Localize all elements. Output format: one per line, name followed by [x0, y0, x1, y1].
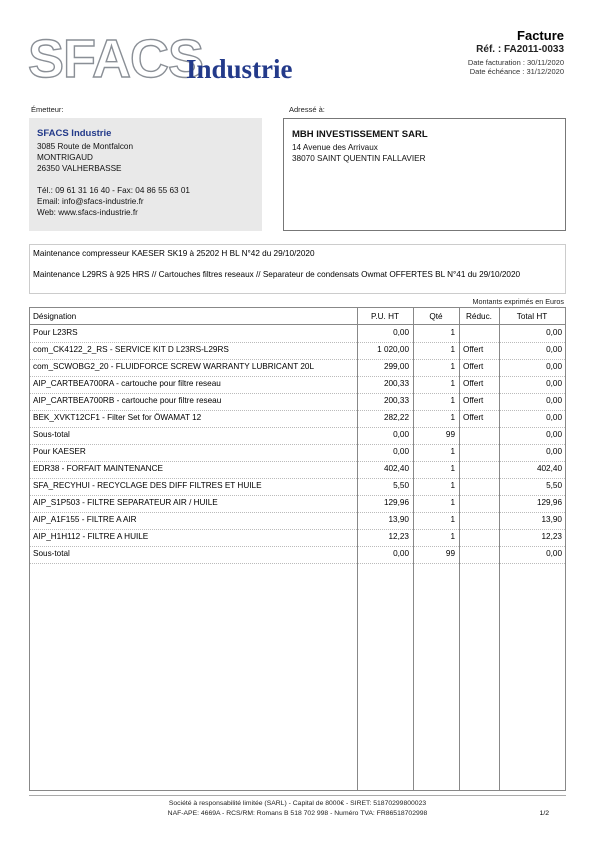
cell-designation: EDR38 - FORFAIT MAINTENANCE	[33, 464, 163, 473]
cell-designation: AIP_CARTBEA700RB - cartouche pour filtre reseau	[33, 396, 222, 405]
cell-total: 5,50	[546, 481, 562, 490]
logo-suffix: Industrie	[186, 54, 293, 84]
table-row	[30, 410, 565, 428]
page-number: 1/2	[539, 810, 549, 817]
cell-total: 13,90	[541, 515, 562, 524]
cell-designation: AIP_CARTBEA700RA - cartouche pour filtre reseau	[33, 379, 221, 388]
cell-designation: Pour L23RS	[33, 328, 78, 337]
cell-total: 129,96	[536, 498, 562, 507]
cell-quantity: 1	[450, 481, 455, 490]
cell-unit-price: 0,00	[393, 430, 409, 439]
issuer-zip-city: 26350 VALHERBASSE	[37, 164, 122, 173]
cell-total: 0,00	[546, 447, 562, 456]
table-row	[30, 342, 565, 360]
cell-unit-price: 200,33	[383, 379, 409, 388]
header-quantity: Qté	[429, 312, 443, 321]
cell-discount: Offert	[463, 379, 484, 388]
cell-quantity: 1	[450, 362, 455, 371]
issuer-name: SFACS Industrie	[37, 128, 112, 139]
header-designation: Désignation	[33, 312, 77, 321]
cell-quantity: 1	[450, 379, 455, 388]
cell-designation: BEK_XVKT12CF1 - Filter Set for ÖWAMAT 12	[33, 413, 202, 422]
cell-discount: Offert	[463, 413, 484, 422]
table-row	[30, 359, 565, 377]
cell-total: 402,40	[536, 464, 562, 473]
cell-discount: Offert	[463, 362, 484, 371]
cell-quantity: 1	[450, 396, 455, 405]
note-line-2: Maintenance L29RS à 925 HRS // Cartouches filtres reseaux // Separateur de condensats Owmat OFFERTES BL N°41 du 29/10/2020	[33, 270, 521, 279]
cell-unit-price: 129,96	[383, 498, 409, 507]
cell-quantity: 1	[450, 447, 455, 456]
cell-quantity: 1	[450, 498, 455, 507]
table-row	[30, 461, 565, 479]
recipient-label: Adressé à:	[289, 105, 325, 114]
issuer-city: MONTRIGAUD	[37, 153, 93, 162]
currency-note: Montants exprimés en Euros	[472, 297, 564, 306]
cell-unit-price: 200,33	[383, 396, 409, 405]
table-row	[30, 376, 565, 394]
cell-quantity: 1	[450, 464, 455, 473]
table-row	[30, 427, 565, 445]
cell-total: 0,00	[546, 549, 562, 558]
invoice-notes	[29, 244, 566, 294]
cell-designation: Sous-total	[33, 430, 70, 439]
cell-quantity: 1	[450, 413, 455, 422]
cell-total: 0,00	[546, 362, 562, 371]
cell-quantity: 99	[445, 430, 455, 439]
cell-unit-price: 282,22	[383, 413, 409, 422]
footer-legal-line-1: Société à responsabilité limitée (SARL) - Capital de 8000€ - SIRET: 51870299800023	[168, 800, 427, 807]
header-total: Total HT	[516, 312, 548, 321]
cell-total: 0,00	[546, 396, 562, 405]
invoice-date: Date facturation : 30/11/2020	[467, 58, 564, 67]
cell-unit-price: 13,90	[388, 515, 409, 524]
issuer-address: 3085 Route de Montfalcon	[37, 142, 134, 151]
cell-unit-price: 0,00	[393, 328, 409, 337]
cell-designation: com_CK4122_2_RS - SERVICE KIT D L23RS-L29RS	[33, 345, 229, 354]
recipient-name: MBH INVESTISSEMENT SARL	[292, 129, 428, 140]
company-logo	[28, 29, 318, 92]
cell-designation: Pour KAESER	[33, 447, 86, 456]
issuer-phone-fax: Tél.: 09 61 31 16 40 - Fax: 04 86 55 63 01	[37, 186, 190, 195]
table-row	[30, 478, 565, 496]
table-row	[30, 444, 565, 462]
cell-unit-price: 402,40	[383, 464, 409, 473]
cell-designation: SFA_RECYHUI - RECYCLAGE DES DIFF FILTRES ET HUILE	[33, 481, 262, 490]
cell-quantity: 1	[450, 515, 455, 524]
cell-discount: Offert	[463, 345, 484, 354]
cell-unit-price: 12,23	[388, 532, 409, 541]
cell-total: 12,23	[541, 532, 562, 541]
cell-unit-price: 0,00	[393, 549, 409, 558]
cell-quantity: 1	[450, 345, 455, 354]
issuer-website: Web: www.sfacs-industrie.fr	[37, 208, 138, 217]
header-unit-price: P.U. HT	[370, 312, 400, 321]
cell-total: 0,00	[546, 328, 562, 337]
footer-divider	[29, 795, 566, 796]
invoice-reference: Réf. : FA2011-0033	[476, 44, 564, 55]
cell-discount: Offert	[463, 396, 484, 405]
cell-designation: AIP_S1P503 - FILTRE SEPARATEUR AIR / HUILE	[33, 498, 218, 507]
cell-total: 0,00	[546, 413, 562, 422]
recipient-address: 14 Avenue des Arrivaux	[292, 143, 378, 152]
due-date: Date échéance : 31/12/2020	[469, 67, 564, 76]
cell-unit-price: 5,50	[393, 481, 409, 490]
table-row	[30, 393, 565, 411]
cell-quantity: 99	[445, 549, 455, 558]
cell-quantity: 1	[450, 328, 455, 337]
logo-brand: SFACS	[28, 29, 204, 89]
invoice-lines-table	[29, 307, 566, 791]
issuer-label: Émetteur:	[31, 105, 64, 114]
recipient-zip-city: 38070 SAINT QUENTIN FALLAVIER	[292, 154, 426, 163]
note-line-1: Maintenance compresseur KAESER SK19 à 25202 H BL N°42 du 29/10/2020	[33, 249, 315, 258]
cell-designation: com_SCWOBG2_20 - FLUIDFORCE SCREW WARRANTY LUBRICANT 20L	[33, 362, 315, 371]
document-title: Facture	[517, 28, 564, 43]
cell-designation: AIP_H1H112 - FILTRE A HUILE	[33, 532, 149, 541]
cell-unit-price: 0,00	[393, 447, 409, 456]
footer-legal-line-2: NAF-APE: 4669A - RCS/RM: Romans B 518 702 998 - Numéro TVA: FR86518702998	[167, 810, 428, 817]
recipient-box	[283, 118, 566, 231]
table-row	[30, 512, 565, 530]
table-row	[30, 529, 565, 547]
cell-unit-price: 1 020,00	[377, 345, 409, 354]
issuer-email: Email: info@sfacs-industrie.fr	[37, 197, 144, 206]
table-row	[30, 325, 565, 343]
cell-designation: Sous-total	[33, 549, 70, 558]
table-row	[30, 495, 565, 513]
cell-unit-price: 299,00	[383, 362, 409, 371]
cell-quantity: 1	[450, 532, 455, 541]
cell-total: 0,00	[546, 345, 562, 354]
table-row	[30, 546, 565, 564]
cell-designation: AIP_A1F155 - FILTRE A AIR	[33, 515, 137, 524]
issuer-box	[29, 118, 262, 231]
cell-total: 0,00	[546, 379, 562, 388]
header-discount: Réduc.	[466, 312, 492, 321]
cell-total: 0,00	[546, 430, 562, 439]
